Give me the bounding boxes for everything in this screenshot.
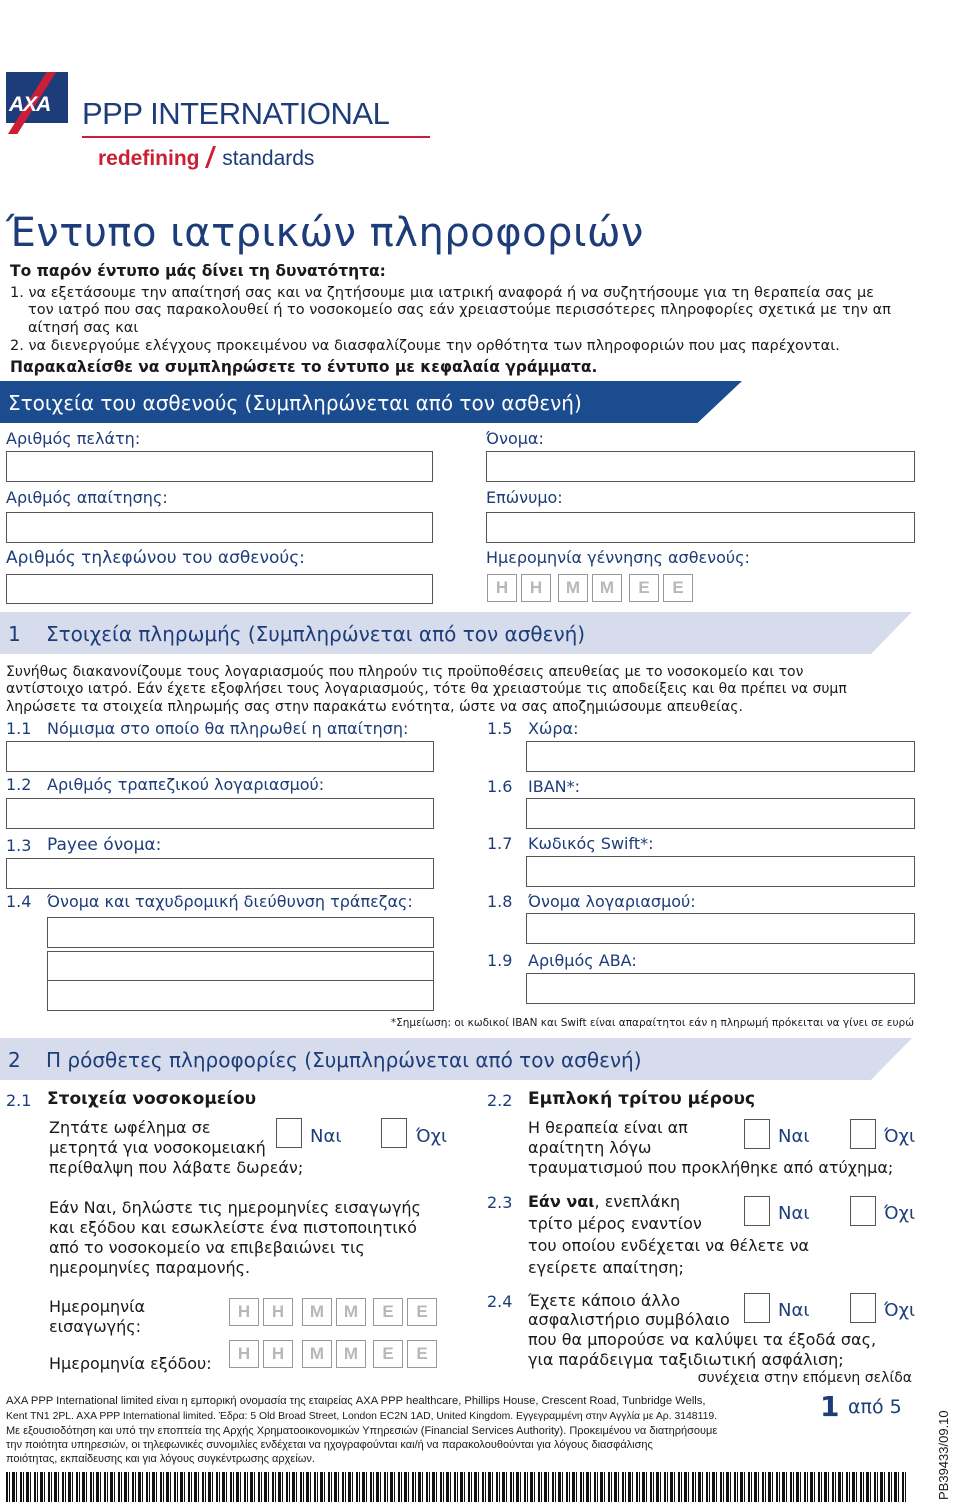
other-policy-line4: για παράδειγμα ταξιδιωτική ασφάλιση; (528, 1350, 844, 1369)
third-party-no-label: Όχι (884, 1203, 916, 1224)
swift-label: Κωδικός Swift*: (528, 834, 654, 853)
admission-month-2[interactable]: Μ (336, 1298, 366, 1326)
other-policy-line1: Έχετε κάποιο άλλο (528, 1291, 681, 1310)
intro-item1-line1: 1. να εξετάσουμε την απαίτησή σας και να ζητήσουμε μια ιατρική αναφορά ή να συζητήσουμε για τη θεραπεία σας με (10, 285, 875, 301)
field-1-2-number: 1.2 (6, 775, 32, 794)
aba-input[interactable] (526, 973, 915, 1004)
dob-year-2[interactable]: Ε (663, 574, 693, 602)
dob-day-1[interactable]: Η (487, 574, 517, 602)
section-2-2-number: 2.2 (487, 1091, 513, 1110)
document-code: PB39433/09.10 (936, 1410, 951, 1500)
dob-month-1[interactable]: Μ (558, 574, 588, 602)
footer-line3: Με εξουσιοδότηση και υπό την εποπτεία της Αρχής Χρηματοοικονομικών Υπηρεσιών (Financial Services Authority). Προκειμένου να διατηρήσουμε (6, 1425, 718, 1437)
field-1-9-number: 1.9 (487, 951, 513, 970)
client-no-label: Αριθμός πελάτη: (6, 429, 141, 448)
field-1-5-number: 1.5 (487, 719, 513, 738)
claim-no-label: Αριθμός απαίτησης: (6, 488, 168, 507)
section-2-3-number: 2.3 (487, 1193, 513, 1212)
bank-address-input-line2[interactable] (47, 951, 434, 982)
section-2-1-number: 2.1 (6, 1091, 32, 1110)
discharge-day-2[interactable]: Η (263, 1340, 293, 1368)
third-party-title: Εμπλοκή τρίτου μέρους (528, 1089, 756, 1109)
currency-label: Νόμισμα στο οποίο θα πληρωθεί η απαίτηση: (47, 719, 409, 738)
admission-year-1[interactable]: Ε (373, 1298, 403, 1326)
claim-no-input[interactable] (6, 512, 433, 543)
third-party-no-checkbox[interactable] (850, 1196, 876, 1226)
client-no-input[interactable] (6, 451, 433, 482)
footer-line5: ποιότητας, εκπαίδευσης και για λόγους συγκέντρωσης αρχείων. (6, 1453, 315, 1465)
field-1-7-number: 1.7 (487, 834, 513, 853)
accident-yes-label: Ναι (778, 1126, 810, 1147)
brand-underline (82, 136, 430, 138)
field-1-6-number: 1.6 (487, 777, 513, 796)
page-number: 1 (820, 1390, 840, 1423)
section-2-4-number: 2.4 (487, 1292, 513, 1311)
account-name-input[interactable] (526, 913, 915, 944)
claim-third-party-line4: εγείρετε απαίτηση; (528, 1258, 684, 1277)
account-no-input[interactable] (6, 798, 434, 829)
other-policy-line3: που θα μπορούσε να καλύψει τα έξοδά σας, (528, 1330, 877, 1349)
dob-month-2[interactable]: Μ (592, 574, 622, 602)
admission-date-label-line1: Ημερομηνία (49, 1297, 146, 1316)
dob-label: Ημερομηνία γέννησης ασθενούς: (486, 548, 750, 567)
dates-instruction-line4: ημερομηνίες παραμονής. (49, 1258, 251, 1277)
account-name-label: Όνομα λογαριασμού: (528, 892, 696, 911)
intro-item1-line2: τον ιατρό που σας παρακολουθεί ή το νοσοκομείο σας εάν χρειαστούμε περισσότερες πληροφορίες σχετικά με την απ (28, 302, 891, 318)
dates-instruction-line2: και εξόδου και εσωκλείστε ένα πιστοποιητικό (49, 1218, 417, 1237)
tagline-rest: standards (222, 147, 315, 170)
hospital-details-title: Στοιχεία νοσοκομείου (47, 1089, 257, 1109)
dates-instruction-line1: Εάν Ναι, δηλώστε τις ημερομηνίες εισαγωγής (49, 1198, 421, 1217)
accident-question-line3: τραυματισμού που προκλήθηκε από ατύχημα; (528, 1158, 894, 1177)
intro-item1-line3: αίτησή σας και (28, 320, 139, 336)
footer-line2: Kent TN1 2PL. AXA PPP International limited. Έδρα: 5 Old Broad Street, London EC2N 1AD, United Kingdom. Εγγεγραμμένη στην Αγγλία με Αρ. 3148119. (6, 1411, 718, 1422)
country-input[interactable] (526, 741, 915, 772)
bank-address-input-line1[interactable] (47, 917, 434, 948)
discharge-day-1[interactable]: Η (229, 1340, 259, 1368)
claim-third-party-line3: του οποίου ενδέχεται να θέλετε να (528, 1236, 810, 1255)
other-policy-no-checkbox[interactable] (850, 1293, 876, 1323)
country-label: Χώρα: (528, 719, 579, 738)
accident-no-checkbox[interactable] (850, 1119, 876, 1149)
claim-third-party-line2: τρίτο μέρος εναντίον (528, 1214, 702, 1233)
swift-input[interactable] (526, 856, 915, 887)
intro-instruction: Παρακαλείσθε να συμπληρώσετε το έντυπο με κεφαλαία γράμματα. (10, 358, 598, 376)
axa-logo (6, 72, 68, 134)
page-title: Έντυπο ιατρικών πληροφοριών (6, 210, 644, 256)
tagline-bold: redefining (98, 147, 200, 170)
name-input[interactable] (486, 451, 915, 482)
admission-year-2[interactable]: Ε (407, 1298, 437, 1326)
page-of-total: από 5 (848, 1396, 902, 1418)
brand-name: PPP INTERNATIONAL (82, 96, 390, 131)
iban-label: IBAN*: (528, 777, 580, 796)
extra-section-number: 2 (8, 1048, 21, 1072)
patient-section-title: Στοιχεία του ασθενούς (Συμπληρώνεται από τον ασθενή) (8, 391, 582, 415)
name-label: Όνομα: (486, 429, 544, 448)
admission-date-label-line2: εισαγωγής: (49, 1317, 142, 1336)
claim-third-party-line1-rest: , ενεπλάκη (594, 1192, 681, 1211)
tagline-slash (205, 146, 216, 168)
tagline (98, 146, 314, 171)
currency-input[interactable] (6, 741, 434, 772)
footer-line4: την ποιότητα υπηρεσιών, οι τηλεφωνικές συνομιλίες ενδέχεται να ηχογραφούνται και/ή να παρακολουθούνται για λόγους διασφάλισης (6, 1439, 653, 1451)
accident-question-line1: Η θεραπεία είναι απ (528, 1118, 688, 1137)
accident-question-line2: αραίτητη λόγω (528, 1138, 652, 1157)
payee-name-input[interactable] (6, 858, 434, 889)
payment-desc-line3: ληρώσετε τα στοιχεία πληρωμής σας στην παρακάτω ενότητα, ώστε να σας αποζημιώσουμε απευθείας. (6, 699, 743, 715)
field-1-4-number: 1.4 (6, 892, 32, 911)
surname-input[interactable] (486, 512, 915, 543)
cash-benefit-no-checkbox[interactable] (381, 1118, 407, 1148)
field-1-3-number: 1.3 (6, 836, 32, 855)
intro-item2: 2. να διενεργούμε ελέγχους προκειμένου να διασφαλίζουμε την ορθότητα των πληροφοριών που μας παρέχονται. (10, 338, 840, 354)
claim-third-party-bold: Εάν ναι (528, 1192, 595, 1211)
cash-benefit-yes-label: Ναι (310, 1126, 342, 1147)
discharge-month-2[interactable]: Μ (336, 1340, 366, 1368)
admission-month-1[interactable]: Μ (302, 1298, 332, 1326)
field-1-1-number: 1.1 (6, 719, 32, 738)
discharge-date-label: Ημερομηνία εξόδου: (49, 1354, 212, 1373)
claim-third-party-line1 (528, 1192, 680, 1212)
payment-section-number: 1 (8, 622, 21, 646)
discharge-year-2[interactable]: Ε (407, 1340, 437, 1368)
dates-instruction-line3: από το νοσοκομείο να επιβεβαιώνει τις (49, 1238, 365, 1257)
bank-address-label: Όνομα και ταχυδρομική διεύθυνση τράπεζας: (47, 892, 413, 911)
dob-day-2[interactable]: Η (521, 574, 551, 602)
cash-benefit-question-line2: μετρητά για νοσοκομειακή (49, 1138, 266, 1157)
accident-no-label: Όχι (884, 1126, 916, 1147)
iban-input[interactable] (526, 798, 915, 829)
extra-section-title: Π ρόσθετες πληροφορίες (Συμπληρώνεται από τον ασθενή) (46, 1048, 642, 1072)
discharge-month-1[interactable]: Μ (302, 1340, 332, 1368)
payment-section-title: Στοιχεία πληρωμής (Συμπληρώνεται από τον ασθενή) (46, 622, 586, 646)
phone-label: Αριθμός τηλεφώνου του ασθενούς: (6, 548, 305, 568)
other-policy-line2: ασφαλιστήριο συμβόλαιο (528, 1310, 730, 1329)
cash-benefit-yes-checkbox[interactable] (276, 1118, 302, 1148)
payment-desc-line1: Συνήθως διακανονίζουμε τους λογαριασμούς που πληρούν τις προϋποθέσεις απευθείας με το νοσοκομείο και τον (6, 664, 804, 680)
other-policy-yes-label: Ναι (778, 1300, 810, 1321)
field-1-8-number: 1.8 (487, 892, 513, 911)
payment-desc-line2: αντίστοιχο ιατρό. Εάν έχετε εξοφλήσει τους λογαριασμούς, τότε θα χρειαστούμε τις αποδείξεις και θα πρέπει να συμπ (6, 681, 847, 697)
discharge-year-1[interactable]: Ε (373, 1340, 403, 1368)
iban-swift-note: *Σημείωση: οι κωδικοί IBAN και Swift είναι απαραίτητοι εάν η πληρωμή πρόκειται να γίνει σε ευρώ (390, 1017, 914, 1029)
dob-year-1[interactable]: Ε (629, 574, 659, 602)
continued-next-page: συνέχεια στην επόμενη σελίδα (697, 1370, 912, 1386)
other-policy-no-label: Όχι (884, 1300, 916, 1321)
accident-yes-checkbox[interactable] (744, 1119, 770, 1149)
phone-input[interactable] (6, 574, 433, 604)
surname-label: Επώνυμο: (486, 488, 563, 507)
admission-day-2[interactable]: Η (263, 1298, 293, 1326)
barcode (6, 1472, 906, 1502)
aba-label: Αριθμός ABA: (528, 951, 637, 970)
other-policy-yes-checkbox[interactable] (744, 1293, 770, 1323)
footer-line1: AXA PPP International limited είναι η εμπορική ονομασία της εταιρείας AXA PPP healthcare, Phillips House, Crescent Road, Tunbridge Wells, (6, 1395, 706, 1407)
bank-address-input-line3[interactable] (47, 980, 434, 1011)
account-no-label: Αριθμός τραπεζικού λογαριασμού: (47, 775, 325, 794)
axa-logo-text: AXA (9, 93, 51, 116)
third-party-yes-label: Ναι (778, 1203, 810, 1224)
cash-benefit-question-line3: περίθαλψη που λάβατε δωρεάν; (49, 1158, 304, 1177)
cash-benefit-question-line1: Ζητάτε ωφέλημα σε (49, 1118, 211, 1137)
third-party-yes-checkbox[interactable] (744, 1196, 770, 1226)
intro-heading: Το παρόν έντυπο μάς δίνει τη δυνατότητα: (10, 262, 386, 280)
payee-name-label: Payee όνομα: (47, 835, 162, 855)
admission-day-1[interactable]: Η (229, 1298, 259, 1326)
cash-benefit-no-label: Όχι (416, 1126, 448, 1147)
